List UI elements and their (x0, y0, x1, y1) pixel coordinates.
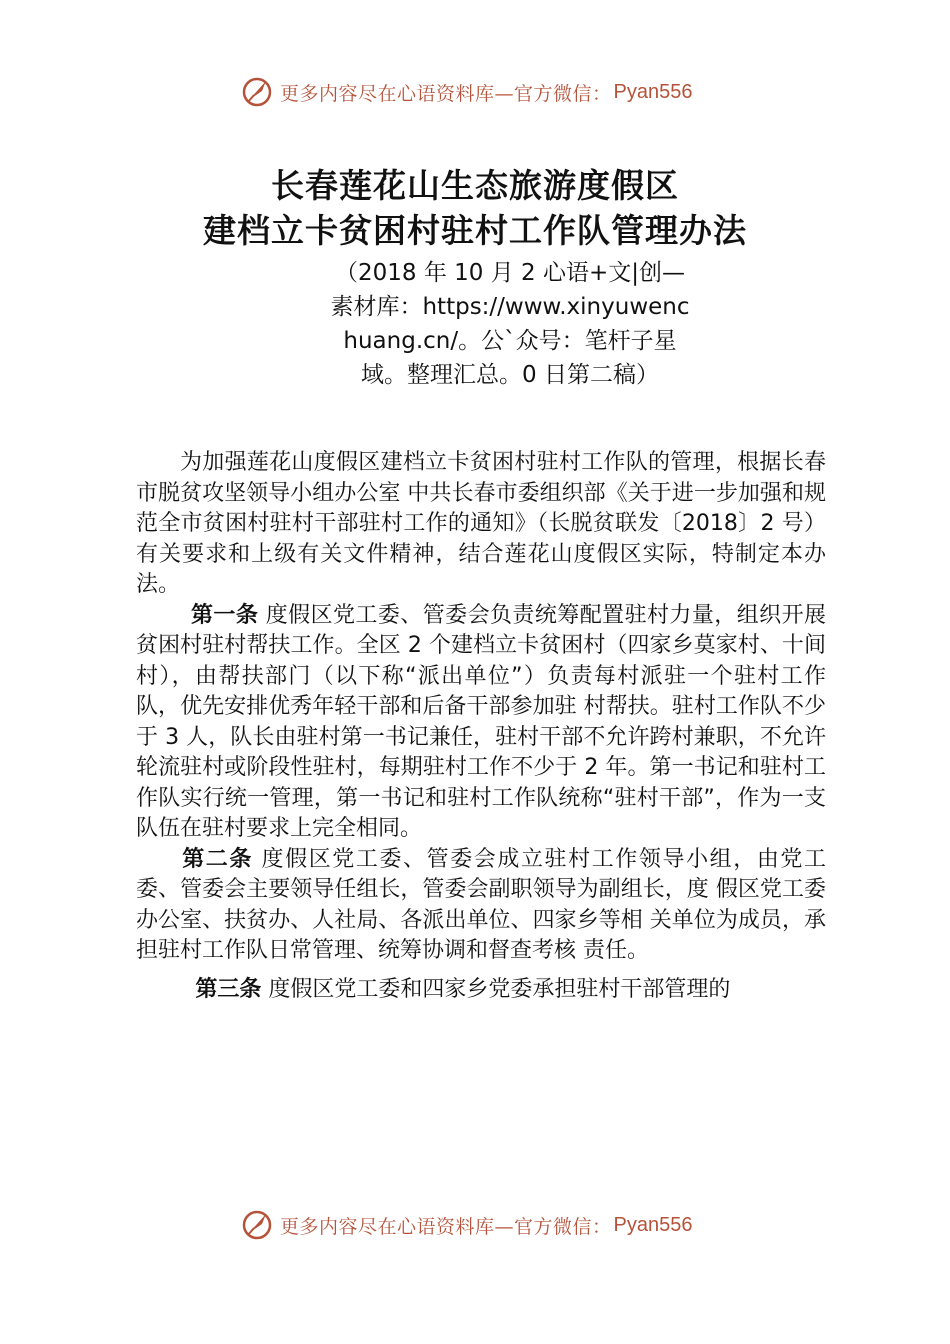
article-3 (136, 975, 826, 1006)
header-banner (240, 72, 760, 112)
quill-circle-logo-icon (240, 1208, 274, 1242)
article-1-label: 第一条 (191, 602, 259, 628)
document-body (136, 448, 826, 1005)
document-subtitle: （2018 年 10 月 2 心语+文|创—素材库：https://www.xinyuwenchuang.cn/。公`众号：笔杆子星域。整理汇总。0 日第二稿） (330, 260, 690, 388)
banner-wechat-id: Pyan556 (613, 1213, 693, 1236)
document-title-line2: 建档立卡贫困村驻村工作队管理办法 (203, 211, 747, 250)
article-1-text: 度假区党工委、管委会负责统筹配置驻村力量，组织开展贫困村驻村帮扶工作。全区 2 个建档立卡贫困村（四家乡莫家村、十间村），由帮扶部门（以下称“派出单位”）负责每村派驻一个驻村工作队，优先安排优秀年轻干部和后备干部参加驻 村帮扶。驻村工作队不少于 3 人，队长由驻村第一书记兼任，驻村干部不允许跨村兼职，不允许轮流驻村或阶段性驻村，每期驻村工作不少于 2 年。第一书记和驻村工作队实行统一管理，第一书记和驻村工作队统称“驻村干部”，作为一支队伍在驻村要求上完全相同。 (136, 602, 826, 841)
article-2-label: 第二条 (182, 846, 253, 872)
article-1 (136, 601, 826, 845)
quill-circle-logo-icon (240, 75, 274, 109)
article-3-text: 度假区党工委和四家乡党委承担驻村干部管理的 (261, 976, 731, 1002)
banner-wechat-id: Pyan556 (613, 80, 693, 103)
document-title-line1: 长春莲花山生态旅游度假区 (271, 166, 679, 205)
article-3-label: 第三条 (195, 976, 262, 1002)
article-2-text: 度假区党工委、管委会成立驻村工作领导小组，由党工委、管委会主要领导任组长，管委会副职领导为副组长，度 假区党工委办公室、扶贫办、人社局、各派出单位、四家乡等相 关单位为成员，承担驻村工作队日常管理、统筹协调和督查考核 责任。 (136, 846, 826, 963)
intro-paragraph: 为加强莲花山度假区建档立卡贫困村驻村工作队的管理，根据长春市脱贫攻坚领导小组办公室 中共长春市委组织部《关于进一步加强和规范全市贫困村驻村干部驻村工作的通知》（长脱贫联发〔2018〕2 号）有关要求和上级有关文件精神，结合莲花山度假区实际，特制定本办法。 (136, 450, 826, 597)
footer-banner (240, 1205, 760, 1245)
banner-text: 更多内容尽在心语资料库—官方微信： (280, 1215, 612, 1238)
article-2 (136, 845, 826, 967)
banner-text: 更多内容尽在心语资料库—官方微信： (280, 82, 612, 105)
